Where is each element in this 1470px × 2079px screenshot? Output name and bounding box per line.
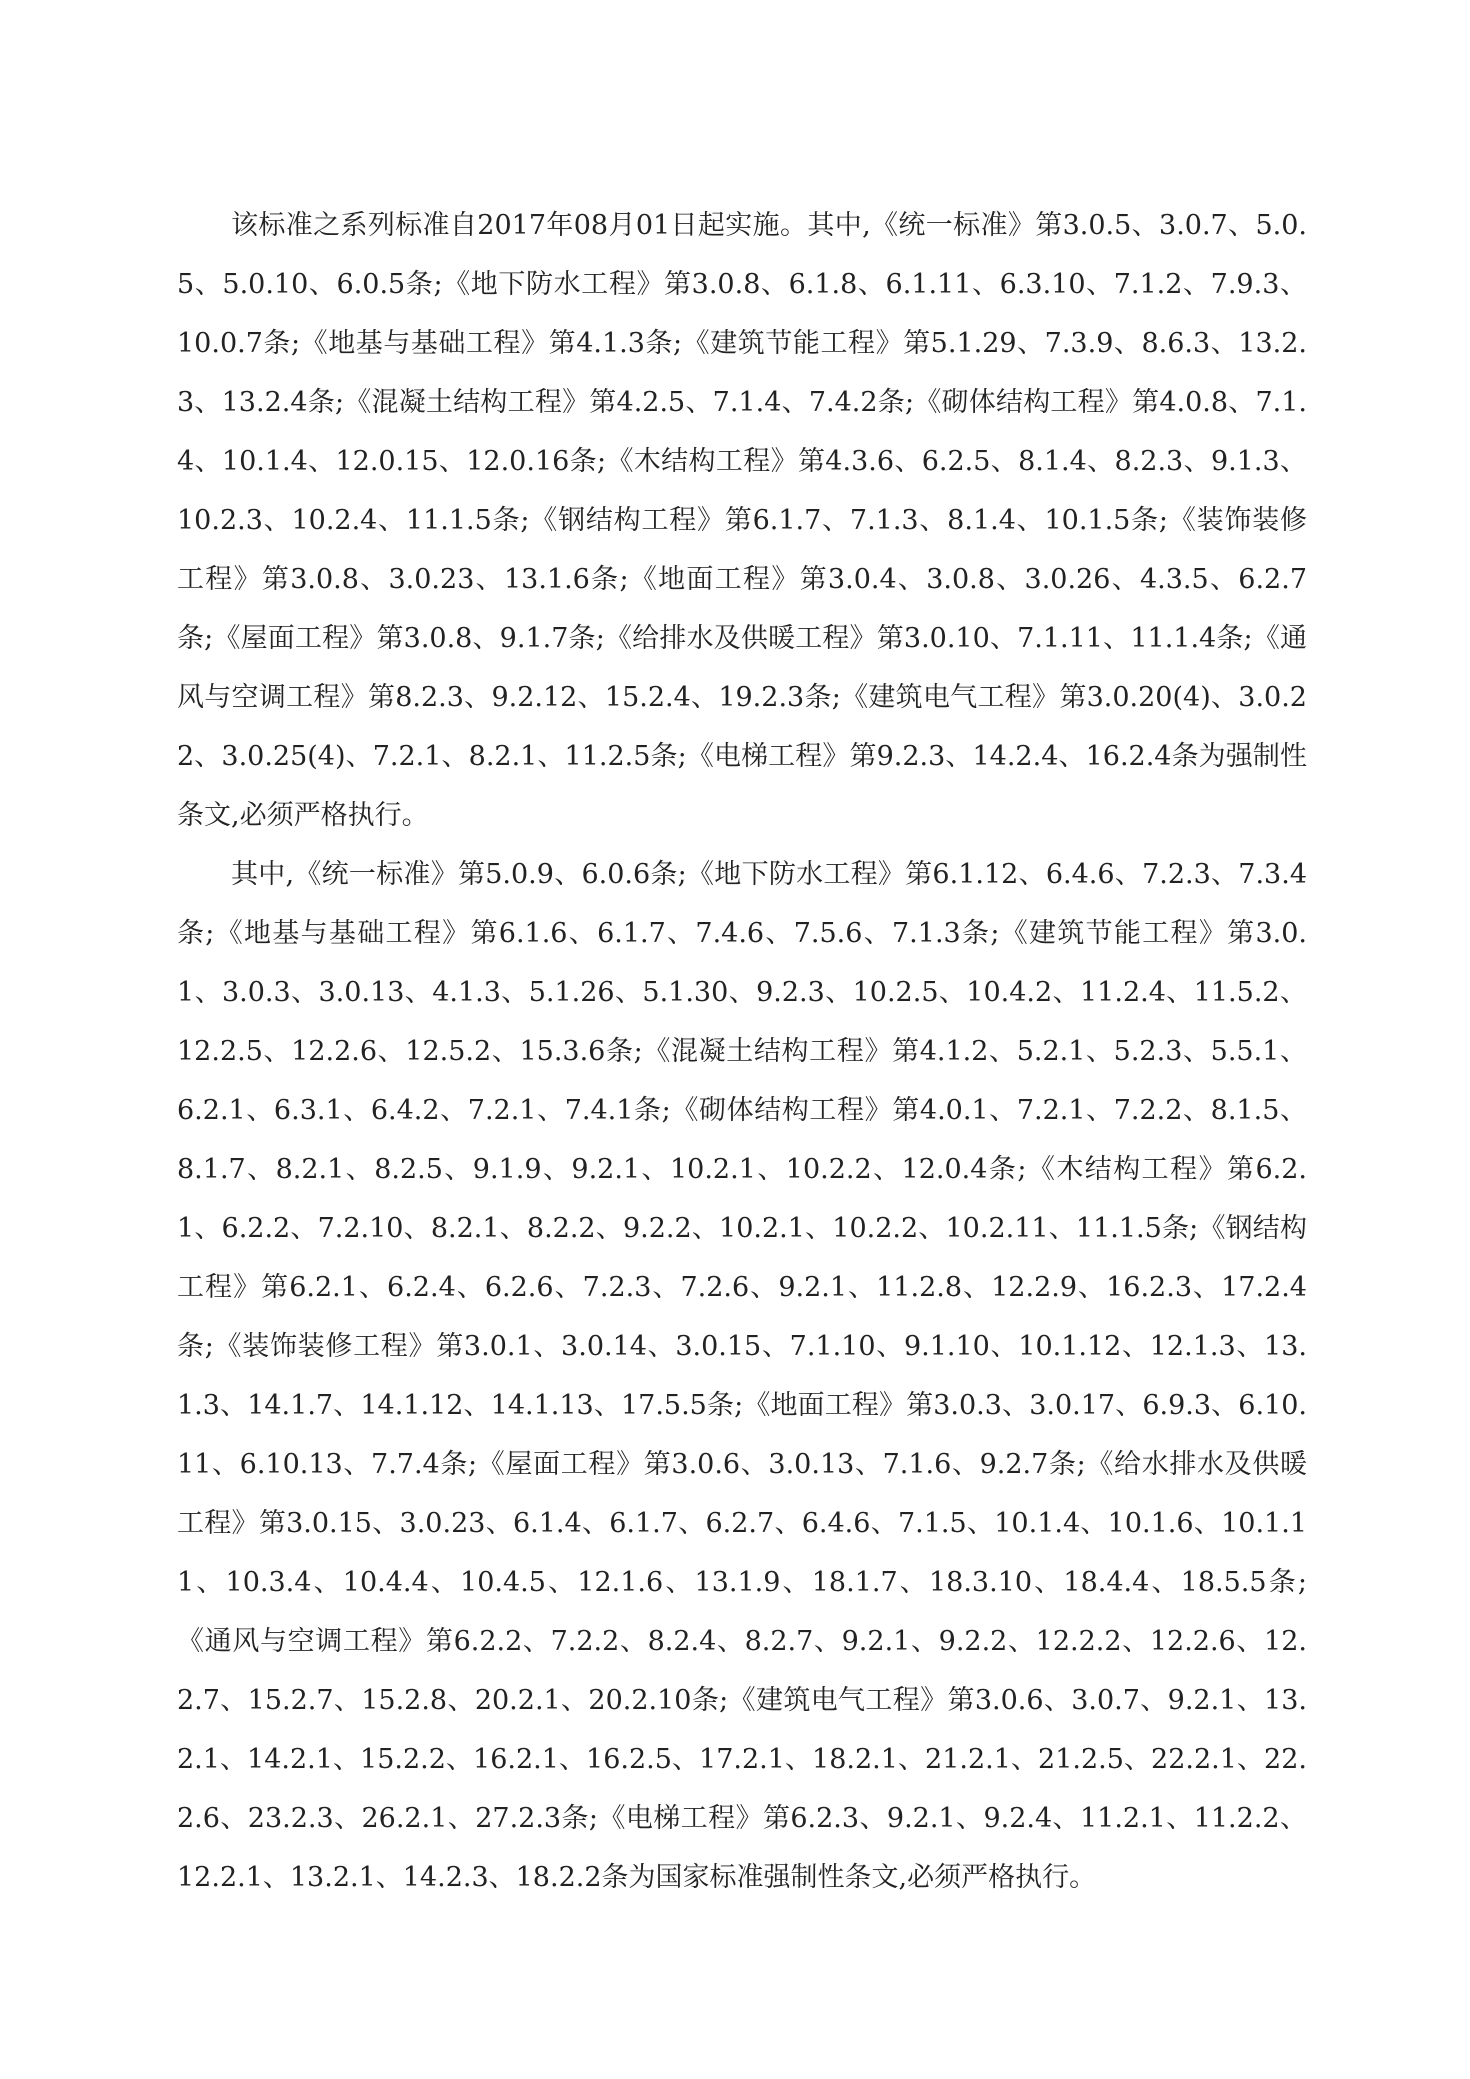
document-body [177, 196, 1307, 1907]
paragraph-mandatory-clauses: 该标准之系列标准自2017年08月01日起实施。其中,《统一标准》第3.0.5、3.0.7、5.0.5、5.0.10、6.0.5条;《地下防水工程》第3.0.8、6.1.8、6.1.11、6.3.10、7.1.2、7.9.3、10.0.7条;《地基与基础工程》第4.1.3条;《建筑节能工程》第5.1.29、7.3.9、8.6.3、13.2.3、13.2.4条;《混凝土结构工程》第4.2.5、7.1.4、7.4.2条;《砌体结构工程》第4.0.8、7.1.4、10.1.4、12.0.15、12.0.16条;《木结构工程》第4.3.6、6.2.5、8.1.4、8.2.3、9.1.3、10.2.3、10.2.4、11.1.5条;《钢结构工程》第6.1.7、7.1.3、8.1.4、10.1.5条;《装饰装修工程》第3.0.8、3.0.23、13.1.6条;《地面工程》第3.0.4、3.0.8、3.0.26、4.3.5、6.2.7条;《屋面工程》第3.0.8、9.1.7条;《给排水及供暖工程》第3.0.10、7.1.11、11.1.4条;《通风与空调工程》第8.2.3、9.2.12、15.2.4、19.2.3条;《建筑电气工程》第3.0.20(4)、3.0.22、3.0.25(4)、7.2.1、8.2.1、11.2.5条;《电梯工程》第9.2.3、14.2.4、16.2.4条为强制性条文,必须严格执行。 [177, 210, 1307, 831]
paragraph-national-mandatory-clauses: 其中,《统一标准》第5.0.9、6.0.6条;《地下防水工程》第6.1.12、6.4.6、7.2.3、7.3.4条;《地基与基础工程》第6.1.6、6.1.7、7.4.6、7.5.6、7.1.3条;《建筑节能工程》第3.0.1、3.0.3、3.0.13、4.1.3、5.1.26、5.1.30、9.2.3、10.2.5、10.4.2、11.2.4、11.5.2、12.2.5、12.2.6、12.5.2、15.3.6条;《混凝土结构工程》第4.1.2、5.2.1、5.2.3、5.5.1、6.2.1、6.3.1、6.4.2、7.2.1、7.4.1条;《砌体结构工程》第4.0.1、7.2.1、7.2.2、8.1.5、8.1.7、8.2.1、8.2.5、9.1.9、9.2.1、10.2.1、10.2.2、12.0.4条;《木结构工程》第6.2.1、6.2.2、7.2.10、8.2.1、8.2.2、9.2.2、10.2.1、10.2.2、10.2.11、11.1.5条;《钢结构工程》第6.2.1、6.2.4、6.2.6、7.2.3、7.2.6、9.2.1、11.2.8、12.2.9、16.2.3、17.2.4条;《装饰装修工程》第3.0.1、3.0.14、3.0.15、7.1.10、9.1.10、10.1.12、12.1.3、13.1.3、14.1.7、14.1.12、14.1.13、17.5.5条;《地面工程》第3.0.3、3.0.17、6.9.3、6.10.11、6.10.13、7.7.4条;《屋面工程》第3.0.6、3.0.13、7.1.6、9.2.7条;《给水排水及供暖工程》第3.0.15、3.0.23、6.1.4、6.1.7、6.2.7、6.4.6、7.1.5、10.1.4、10.1.6、10.1.11、10.3.4、10.4.4、10.4.5、12.1.6、13.1.9、18.1.7、18.3.10、18.4.4、18.5.5条;《通风与空调工程》第6.2.2、7.2.2、8.2.4、8.2.7、9.2.1、9.2.2、12.2.2、12.2.6、12.2.7、15.2.7、15.2.8、20.2.1、20.2.10条;《建筑电气工程》第3.0.6、3.0.7、9.2.1、13.2.1、14.2.1、15.2.2、16.2.1、16.2.5、17.2.1、18.2.1、21.2.1、21.2.5、22.2.1、22.2.6、23.2.3、26.2.1、27.2.3条;《电梯工程》第6.2.3、9.2.1、9.2.4、11.2.1、11.2.2、12.2.1、13.2.1、14.2.3、18.2.2条为国家标准强制性条文,必须严格执行。 [177, 859, 1307, 1893]
